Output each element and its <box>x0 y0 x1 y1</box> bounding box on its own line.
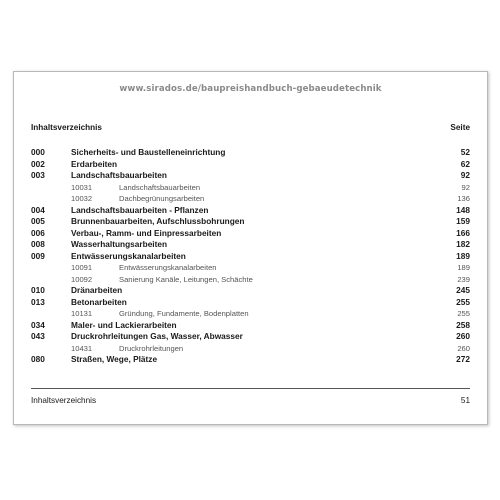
toc-entry-code: 10091 <box>71 263 93 272</box>
toc-entry-title: Verbau-, Ramm- und Einpressarbeiten <box>71 227 222 238</box>
toc-entry <box>31 170 470 182</box>
toc-entry-page: 136 <box>457 194 470 203</box>
page-column-label: Seite <box>450 123 470 132</box>
toc-entry-title: Sanierung Kanäle, Leitungen, Schächte <box>119 274 253 284</box>
toc-entry-title: Maler- und Lackierarbeiten <box>71 319 177 330</box>
toc-entry-title: Gründung, Fundamente, Bodenplatten <box>119 309 249 318</box>
toc-entry-page: 189 <box>457 263 470 272</box>
toc-entry <box>31 228 470 240</box>
toc-entry-page: 255 <box>456 296 470 307</box>
toc-entry-code: 005 <box>31 216 45 226</box>
toc-entry-title: Landschaftsbauarbeiten <box>71 170 167 180</box>
toc-entry-page: 272 <box>456 354 470 364</box>
document-page <box>13 71 488 425</box>
footer-divider <box>31 388 470 389</box>
page-footer <box>31 396 470 405</box>
toc-entry-code: 009 <box>31 250 45 261</box>
toc-entry-page: 260 <box>456 331 470 341</box>
toc-entry-page: 239 <box>457 274 470 284</box>
toc-entry-code: 10092 <box>71 274 93 284</box>
toc-entry-code: 10131 <box>71 309 93 318</box>
toc-subentry <box>31 182 470 194</box>
toc-entry <box>31 147 470 159</box>
toc-entry-page: 189 <box>456 250 470 261</box>
toc-entry-code: 006 <box>31 227 45 238</box>
toc-entry-code: 004 <box>31 204 45 215</box>
toc-entry-code: 000 <box>31 147 45 157</box>
toc-entry-title: Landschaftsbauarbeiten <box>119 182 201 192</box>
toc-entry-title: Entwässerungskanalarbeiten <box>119 263 217 272</box>
toc-entry <box>31 251 470 263</box>
toc-entry-code: 008 <box>31 239 45 249</box>
toc-entry-title: Dachbegrünungsarbeiten <box>119 194 205 203</box>
toc-entry-title: Wasserhaltungsarbeiten <box>71 239 168 249</box>
toc-entry-title: Entwässerungskanalarbeiten <box>71 250 186 261</box>
toc-entry <box>31 297 470 309</box>
toc-entry-title: Erdarbeiten <box>71 158 118 169</box>
toc-entry-code: 10431 <box>71 343 93 353</box>
toc-subentry <box>31 308 470 320</box>
source-url-watermark: www.sirados.de/baupreishandbuch-gebaeudetechnik <box>119 84 382 94</box>
toc-entry-page: 92 <box>461 182 470 192</box>
toc-heading: Inhaltsverzeichnis <box>31 123 102 132</box>
toc-entry-page: 258 <box>456 319 470 330</box>
toc-entry <box>31 239 470 251</box>
toc-subentry <box>31 274 470 286</box>
toc-entry-code: 003 <box>31 170 45 180</box>
toc-entry-page: 182 <box>456 239 470 249</box>
toc-subentry <box>31 193 470 205</box>
toc-entry-code: 080 <box>31 354 45 364</box>
footer-label: Inhaltsverzeichnis <box>31 396 97 405</box>
toc-entry-title: Straßen, Wege, Plätze <box>71 354 158 364</box>
toc-entry <box>31 320 470 332</box>
toc-subentry <box>31 262 470 274</box>
toc-entry-page: 52 <box>460 147 470 157</box>
toc-entry-page: 255 <box>457 309 470 318</box>
toc-entry-page: 92 <box>460 170 470 180</box>
toc-entry-page: 159 <box>456 216 470 226</box>
toc-entry-code: 010 <box>31 285 45 295</box>
toc-entry <box>31 216 470 228</box>
toc-entry <box>31 159 470 171</box>
table-of-contents <box>31 147 470 366</box>
toc-header <box>31 123 470 132</box>
toc-entry-code: 10032 <box>71 194 93 203</box>
toc-entry-title: Brunnenbauarbeiten, Aufschlussbohrungen <box>71 216 245 226</box>
toc-entry-page: 148 <box>456 204 470 215</box>
toc-subentry <box>31 343 470 355</box>
toc-entry-title: Betonarbeiten <box>71 296 127 307</box>
toc-entry-title: Druckrohrleitungen <box>119 343 184 353</box>
toc-entry <box>31 354 470 366</box>
toc-entry-title: Sicherheits- und Baustelleneinrichtung <box>71 147 226 157</box>
toc-entry-page: 62 <box>460 158 470 169</box>
toc-entry-code: 002 <box>31 158 45 169</box>
toc-entry <box>31 205 470 217</box>
toc-entry-code: 034 <box>31 319 45 330</box>
toc-entry-code: 10031 <box>71 182 93 192</box>
footer-page-number: 51 <box>460 396 470 405</box>
toc-entry-page: 245 <box>456 285 470 295</box>
toc-entry-page: 166 <box>456 227 470 238</box>
toc-entry-title: Druckrohrleitungen Gas, Wasser, Abwasser <box>71 331 243 341</box>
toc-entry-code: 013 <box>31 296 45 307</box>
toc-entry-title: Dränarbeiten <box>71 285 123 295</box>
toc-entry-page: 260 <box>457 343 470 353</box>
toc-entry-title: Landschaftsbauarbeiten - Pflanzen <box>71 204 209 215</box>
toc-entry <box>31 285 470 297</box>
toc-entry-code: 043 <box>31 331 45 341</box>
toc-entry <box>31 331 470 343</box>
